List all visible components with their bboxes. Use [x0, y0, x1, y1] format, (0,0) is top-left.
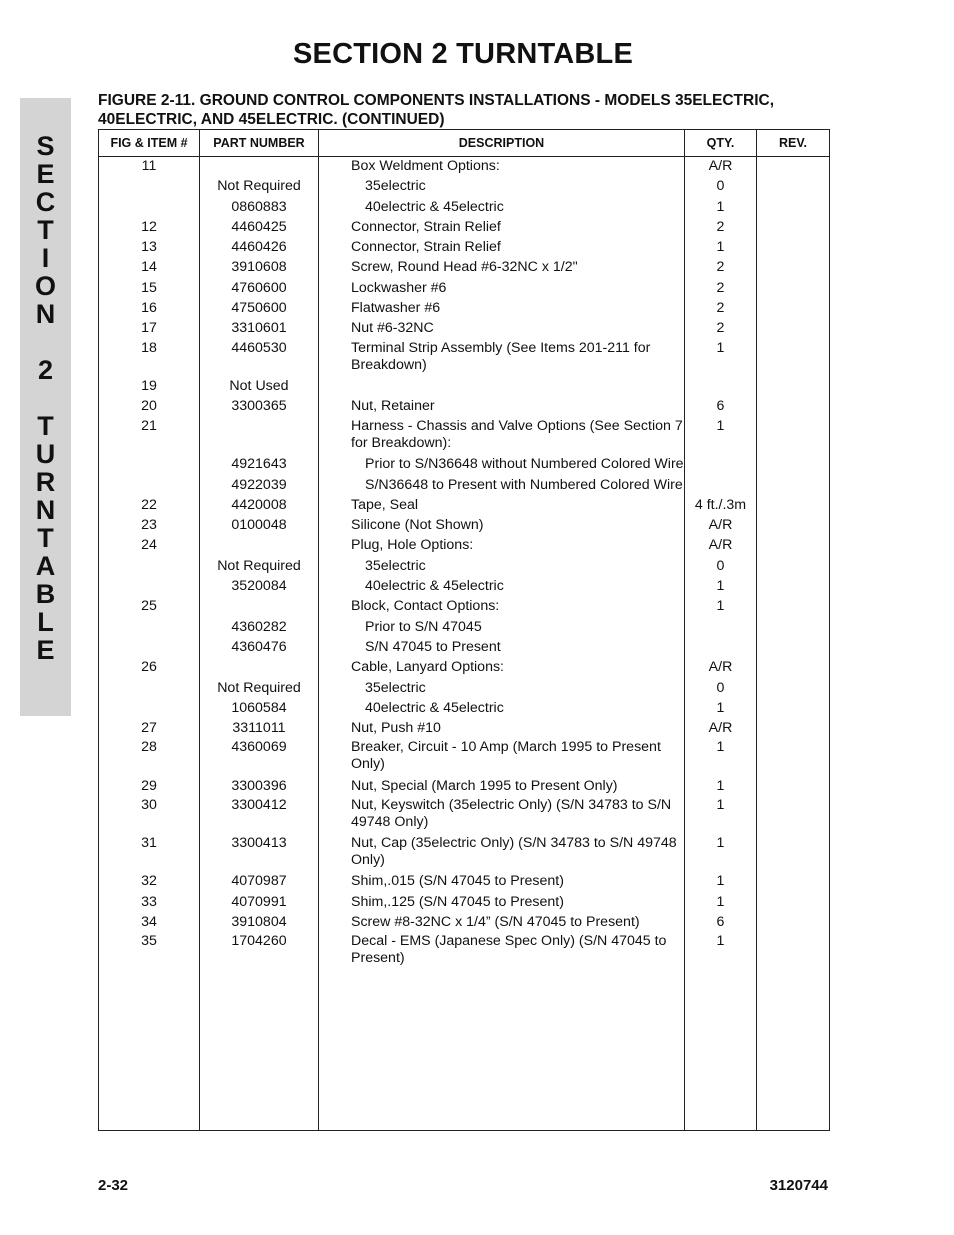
cell-qty: 1: [716, 578, 725, 595]
side-tab-letter: B: [35, 579, 56, 609]
cell-description: [365, 700, 685, 717]
cell-part-number: 4070987: [231, 873, 287, 890]
cell-item-number: 11: [141, 158, 157, 174]
cell-part-number: 3300412: [231, 797, 287, 814]
cell-qty: 1: [716, 893, 725, 910]
cell-qty: 0: [716, 178, 725, 195]
cell-qty: 1: [716, 739, 725, 756]
cell-qty: 1: [716, 777, 725, 794]
cell-qty: 1: [716, 598, 725, 615]
cell-item-number: 21: [141, 417, 157, 434]
cell-qty: 1: [716, 417, 725, 434]
description-line: Nut, Push #10: [351, 720, 441, 737]
cell-description: [351, 259, 685, 276]
table-row: [99, 597, 829, 617]
cell-part-number: 4460426: [231, 239, 287, 256]
table-row: [99, 218, 829, 238]
cell-item-number: 22: [141, 496, 157, 513]
cell-part-number: Not Required: [217, 178, 301, 195]
side-tab-letter: E: [36, 159, 55, 189]
cell-item-number: 14: [141, 259, 157, 276]
cell-qty: 1: [716, 239, 725, 256]
cell-part-number: 0860883: [231, 198, 287, 215]
cell-qty: 2: [716, 320, 725, 337]
cell-item-number: 13: [141, 239, 157, 256]
cell-item-number: 30: [141, 797, 157, 814]
cell-part-number: 4420008: [231, 496, 287, 513]
cell-qty: 1: [716, 198, 725, 215]
cell-item-number: 17: [141, 320, 157, 337]
cell-item-number: 26: [141, 659, 157, 676]
table-row: [99, 157, 829, 177]
description-line: Screw #8-32NC x 1/4” (S/N 47045 to Present): [351, 913, 640, 930]
cell-qty: A/R: [708, 720, 733, 737]
description-line: Only): [351, 756, 385, 773]
description-line: Cable, Lanyard Options:: [351, 659, 505, 676]
cell-description: [351, 239, 685, 256]
cell-item-number: 28: [141, 739, 157, 756]
cell-description: [351, 418, 685, 452]
cell-description: [351, 873, 685, 890]
table-row: [99, 699, 829, 719]
cell-part-number: 3300413: [231, 834, 287, 851]
cell-qty: A/R: [708, 158, 733, 174]
side-tab-letter: [20, 328, 71, 356]
table-row: [99, 377, 829, 397]
cell-qty: 0: [716, 557, 725, 574]
table-row: [99, 557, 829, 577]
cell-description: [365, 477, 685, 494]
side-tab-letter: A: [35, 551, 56, 581]
cell-description: [351, 280, 685, 297]
description-line: Shim,.125 (S/N 47045 to Present): [351, 893, 564, 910]
cell-qty: 6: [716, 398, 725, 415]
cell-part-number: 4460530: [231, 339, 287, 356]
cell-item-number: 19: [141, 378, 157, 395]
cell-item-number: 16: [141, 300, 157, 317]
cell-item-number: 18: [141, 339, 157, 356]
description-line: Plug, Hole Options:: [351, 537, 474, 554]
cell-description: [351, 835, 685, 869]
cell-item-number: 32: [141, 873, 157, 890]
cell-item-number: 23: [141, 517, 157, 534]
cell-item-number: 27: [141, 720, 157, 737]
description-line: for Breakdown):: [351, 434, 452, 451]
description-line: Breakdown): [351, 356, 427, 373]
description-line: 35electric: [365, 679, 426, 696]
cell-description: [351, 398, 685, 415]
cell-item-number: 35: [141, 933, 157, 950]
side-tab-letter: T: [37, 215, 54, 245]
side-tab-letter: C: [35, 187, 56, 217]
cell-description: [351, 659, 685, 676]
side-tab-letter: S: [36, 131, 55, 161]
table-row: [99, 913, 829, 933]
side-tab-letter: U: [35, 439, 56, 469]
cell-description: [351, 894, 685, 911]
side-tab-letters: [20, 132, 71, 664]
cell-qty: A/R: [708, 659, 733, 676]
cell-description: [351, 739, 685, 773]
cell-description: [351, 300, 685, 317]
description-line: Prior to S/N36648 without Numbered Colored Wire: [365, 456, 684, 473]
cell-qty: 2: [716, 259, 725, 276]
figure-caption: [98, 91, 838, 129]
cell-description: [351, 598, 685, 615]
cell-part-number: 0100048: [231, 517, 287, 534]
cell-description: [365, 578, 685, 595]
description-line: Present): [351, 950, 405, 967]
side-tab-letter: N: [35, 495, 56, 525]
table-row: [99, 418, 829, 456]
page-title: SECTION 2 TURNTABLE: [293, 38, 633, 70]
cell-description: [351, 778, 685, 795]
description-line: Nut, Special (March 1995 to Present Only): [351, 777, 618, 794]
cell-description: [365, 178, 685, 195]
cell-part-number: 3300365: [231, 398, 287, 415]
cell-part-number: 4460425: [231, 218, 287, 235]
description-line: 40electric & 45electric: [365, 699, 504, 716]
description-line: Prior to S/N 47045: [365, 618, 482, 635]
cell-qty: 1: [716, 873, 725, 890]
cell-qty: 4 ft./.3m: [694, 496, 747, 513]
cell-qty: 6: [716, 913, 725, 930]
table-row: [99, 340, 829, 378]
cell-part-number: 4360476: [231, 638, 287, 655]
page-number: 2-32: [98, 1177, 129, 1194]
cell-description: [351, 537, 685, 554]
description-line: Box Weldment Options:: [351, 158, 500, 174]
cell-item-number: 15: [141, 279, 157, 296]
cell-description: [351, 158, 685, 175]
side-tab-letter: R: [35, 467, 56, 497]
cell-part-number: 3310601: [231, 320, 287, 337]
table-row: [99, 536, 829, 556]
table-row: [99, 679, 829, 699]
cell-description: [351, 219, 685, 236]
table-row: [99, 658, 829, 678]
table-row: [99, 872, 829, 892]
side-tab-letter: I: [41, 243, 50, 273]
cell-part-number: 4360282: [231, 618, 287, 635]
side-tab-letter: 2: [37, 355, 54, 385]
cell-item-number: 34: [141, 913, 157, 930]
side-tab-letter: L: [37, 607, 54, 637]
cell-qty: 1: [716, 797, 725, 814]
table-row: [99, 638, 829, 658]
cell-description: [365, 619, 685, 636]
table-row: [99, 198, 829, 218]
description-line: Lockwasher #6: [351, 279, 447, 296]
description-line: Nut, Retainer: [351, 398, 435, 415]
description-line: 49748 Only): [351, 814, 429, 831]
header-rev: REV.: [778, 136, 808, 150]
figure-caption-line1: FIGURE 2-11. GROUND CONTROL COMPONENTS INSTALLATIONS - MODELS 35ELECTRIC,: [98, 92, 775, 109]
cell-item-number: 20: [141, 398, 157, 415]
cell-part-number: 3300396: [231, 777, 287, 794]
header-part-number: PART NUMBER: [213, 136, 305, 150]
description-line: Silicone (Not Shown): [351, 517, 484, 534]
cell-item-number: 29: [141, 777, 157, 794]
description-line: 40electric & 45electric: [365, 198, 504, 215]
cell-description: [365, 199, 685, 216]
cell-qty: 1: [716, 699, 725, 716]
table-row: [99, 777, 829, 797]
cell-part-number: 4750600: [231, 300, 287, 317]
description-line: Connector, Strain Relief: [351, 218, 501, 235]
table-header: [99, 130, 829, 157]
cell-description: [365, 639, 685, 656]
cell-qty: A/R: [708, 537, 733, 554]
cell-part-number: Not Used: [229, 378, 289, 395]
cell-part-number: 3910608: [231, 259, 287, 276]
cell-description: [351, 497, 685, 514]
parts-table: [98, 129, 830, 1131]
description-line: 40electric & 45electric: [365, 578, 504, 595]
cell-part-number: 4070991: [231, 893, 287, 910]
section-side-tab: [20, 98, 71, 716]
table-row: [99, 835, 829, 873]
description-line: Nut #6-32NC: [351, 320, 434, 337]
header-qty: QTY.: [706, 136, 735, 150]
header-fig-item: FIG & ITEM #: [110, 136, 188, 150]
cell-item-number: 12: [141, 218, 157, 235]
cell-part-number: 4921643: [231, 456, 287, 473]
cell-item-number: 33: [141, 893, 157, 910]
description-line: Block, Contact Options:: [351, 598, 500, 615]
cell-part-number: 1060584: [231, 699, 287, 716]
cell-qty: 1: [716, 339, 725, 356]
cell-description: [351, 797, 685, 831]
cell-description: [351, 320, 685, 337]
cell-description: [365, 680, 685, 697]
table-row: [99, 476, 829, 496]
table-row: [99, 719, 829, 739]
description-line: Only): [351, 851, 385, 868]
header-description: DESCRIPTION: [458, 136, 545, 150]
cell-part-number: Not Required: [217, 557, 301, 574]
description-line: Decal - EMS (Japanese Spec Only) (S/N 47045 to: [351, 933, 667, 950]
table-row: [99, 496, 829, 516]
description-line: Terminal Strip Assembly (See Items 201-211 for: [351, 339, 651, 356]
cell-item-number: 25: [141, 598, 157, 615]
description-line: S/N36648 to Present with Numbered Colored Wire: [365, 476, 683, 493]
cell-part-number: Not Required: [217, 679, 301, 696]
table-row: [99, 258, 829, 278]
cell-qty: 0: [716, 679, 725, 696]
table-row: [99, 933, 829, 971]
cell-part-number: 4760600: [231, 279, 287, 296]
description-line: 35electric: [365, 557, 426, 574]
description-line: Nut, Keyswitch (35electric Only) (S/N 34783 to S/N: [351, 797, 672, 814]
cell-description: [351, 720, 685, 737]
cell-description: [365, 456, 685, 473]
cell-qty: 1: [716, 933, 725, 950]
table-row: [99, 618, 829, 638]
cell-part-number: 3520084: [231, 578, 287, 595]
description-line: Breaker, Circuit - 10 Amp (March 1995 to Present: [351, 739, 661, 756]
description-line: Connector, Strain Relief: [351, 239, 501, 256]
table-row: [99, 279, 829, 299]
description-line: Flatwasher #6: [351, 300, 441, 317]
cell-part-number: 4360069: [231, 739, 287, 756]
description-line: 35electric: [365, 178, 426, 195]
cell-part-number: 3311011: [232, 720, 286, 737]
cell-qty: 2: [716, 218, 725, 235]
table-row: [99, 739, 829, 777]
table-row: [99, 238, 829, 258]
description-line: S/N 47045 to Present: [365, 638, 501, 655]
table-row: [99, 516, 829, 536]
table-row: [99, 177, 829, 197]
cell-qty: 2: [716, 279, 725, 296]
table-body: [99, 157, 829, 971]
side-tab-letter: E: [36, 635, 55, 665]
figure-caption-line2: 40ELECTRIC, AND 45ELECTRIC. (CONTINUED): [98, 111, 445, 128]
cell-qty: 2: [716, 300, 725, 317]
cell-description: [365, 558, 685, 575]
table-row: [99, 299, 829, 319]
description-line: Nut, Cap (35electric Only) (S/N 34783 to S/N 49748: [351, 834, 677, 851]
cell-item-number: 24: [141, 537, 157, 554]
description-line: Harness - Chassis and Valve Options (See Section 7: [351, 417, 683, 434]
table-row: [99, 797, 829, 835]
table-row: [99, 397, 829, 417]
side-tab-letter: [20, 384, 71, 412]
description-line: Tape, Seal: [351, 496, 419, 513]
description-line: Screw, Round Head #6-32NC x 1/2": [351, 259, 578, 276]
cell-item-number: 31: [141, 834, 157, 851]
side-tab-letter: T: [37, 523, 54, 553]
cell-qty: A/R: [708, 517, 733, 534]
table-row: [99, 319, 829, 339]
cell-description: [351, 340, 685, 374]
cell-qty: 1: [716, 834, 725, 851]
cell-description: [351, 517, 685, 534]
side-tab-letter: N: [35, 299, 56, 329]
cell-description: [351, 914, 685, 931]
table-row: [99, 577, 829, 597]
cell-part-number: 3910804: [231, 913, 287, 930]
cell-part-number: 1704260: [231, 933, 287, 950]
description-line: Shim,.015 (S/N 47045 to Present): [351, 873, 564, 890]
document-number: 3120744: [769, 1177, 828, 1194]
side-tab-letter: O: [34, 271, 56, 301]
side-tab-letter: T: [37, 411, 54, 441]
table-row: [99, 893, 829, 913]
table-row: [99, 455, 829, 475]
cell-part-number: 4922039: [231, 476, 287, 493]
cell-description: [351, 933, 685, 967]
